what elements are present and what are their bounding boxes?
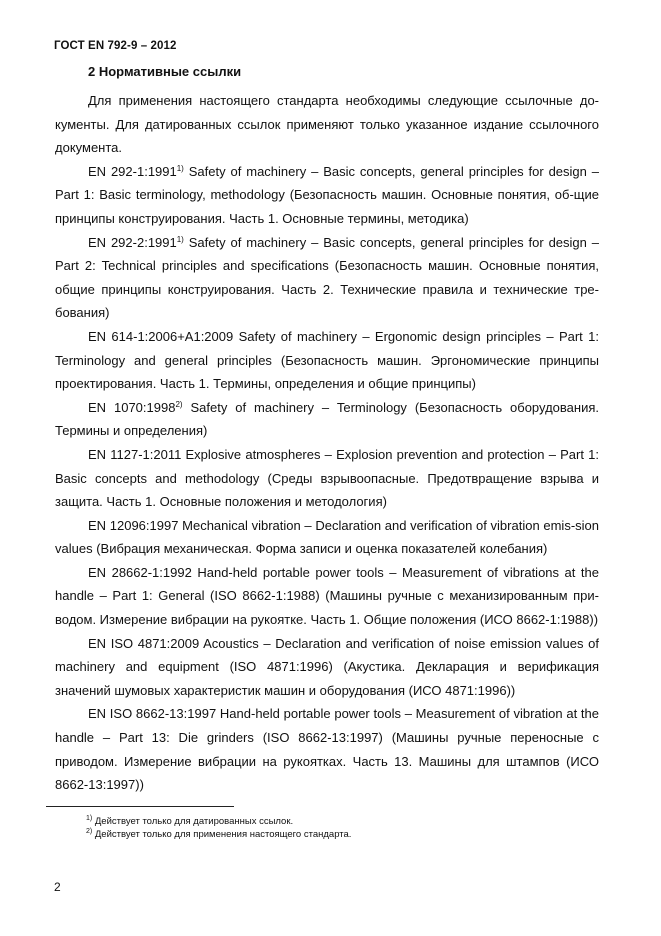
footnote-separator	[46, 806, 234, 807]
reference-id: EN 1070:1998	[88, 399, 176, 415]
section-title: 2 Нормативные ссылки	[88, 64, 242, 79]
reference-en-iso-4871	[55, 632, 599, 703]
reference-en-292-1	[55, 160, 599, 231]
paragraph-text: Для применения настоящего стандарта необходимы следующие ссылочные до-кументы. Для датированных ссылок применяют только указанное издание ссылочного документа.	[55, 93, 599, 156]
footnote-marker: 2)	[175, 399, 183, 409]
reference-en-1070	[55, 396, 599, 443]
reference-en-12096	[55, 514, 599, 561]
footnote-1	[86, 815, 351, 828]
reference-en-iso-8662-13	[55, 702, 599, 796]
reference-en-28662-1	[55, 561, 599, 632]
page-number: 2	[54, 880, 61, 894]
reference-id: EN 292-2:1991	[88, 234, 177, 250]
reference-text: Safety of machinery – Basic concepts, general principles for design – Part 1: Basic terminology, methodology (Безопасность машин. Основные понятия, об-щие принципы конструирования. Часть 1. Основные термины, методика)	[55, 163, 599, 226]
footnote-text: Действует только для применения настоящего стандарта.	[92, 829, 352, 840]
reference-text: EN ISO 4871:2009 Acoustics – Declaration and verification of noise emission values of machinery and equipment (ISO 4871:1996) (Акустика. Декларация и верификация значений шумовых характеристик машин и оборудования (ИСО 4871:1996))	[55, 635, 599, 698]
footnote-mark: 2)	[86, 828, 93, 835]
reference-text: Safety of machinery – Basic concepts, general principles for design – Part 2: Technical principles and specifications (Безопасность машин. Основные понятия, общие принципы конструирования. Часть 2. Технические правила и технические тре-бования)	[55, 234, 599, 321]
references-body	[55, 89, 599, 797]
reference-text: EN ISO 8662-13:1997 Hand-held portable power tools – Measurement of vibration at the handle – Part 13: Die grinders (ISO 8662-13:1997) (Машины ручные переносные с приводом. Измерение вибрации на рукоятках. Часть 13. Машины для штампов (ИСО 8662-13:1997))	[55, 706, 599, 793]
reference-text: EN 12096:1997 Mechanical vibration – Declaration and verification of vibration emis-sion values (Вибрация механическая. Форма записи и оценка показателей колебания)	[55, 517, 599, 557]
footnote-mark: 1)	[86, 815, 93, 822]
intro-paragraph	[55, 89, 599, 160]
footnote-marker: 1)	[176, 234, 184, 244]
reference-text: EN 614-1:2006+A1:2009 Safety of machinery – Ergonomic design principles – Part 1: Terminology and general principles (Безопасность машин. Эргономические принципы проектирования. Часть 1. Термины, определения и общие принципы)	[55, 328, 599, 392]
footnote-marker: 1)	[176, 163, 184, 173]
footnote-text: Действует только для датированных ссылок.	[92, 816, 294, 827]
reference-text: Safety of machinery – Terminology (Безопасность оборудования. Термины и определения)	[55, 399, 599, 439]
reference-en-614-1	[55, 325, 599, 396]
reference-text: EN 28662-1:1992 Hand-held portable power tools – Measurement of vibrations at the handle – Part 1: General (ISO 8662-1:1988) (Машины ручные с механизированным при-водом. Измерение вибрации на рукоятке. Часть 1. Общие положения (ИСО 8662-1:1988))	[55, 564, 599, 628]
reference-text: EN 1127-1:2011 Explosive atmospheres – Explosion prevention and protection – Part 1: Basic concepts and methodology (Среды взрывоопасные. Предотвращение взрыва и защита. Часть 1. Основные положения и методология)	[55, 446, 599, 510]
reference-id: EN 292-1:1991	[88, 163, 177, 179]
reference-en-292-2	[55, 231, 599, 325]
footnotes	[86, 815, 351, 841]
footnote-2	[86, 828, 351, 841]
reference-en-1127-1	[55, 443, 599, 514]
standard-header: ГОСТ EN 792-9 – 2012	[54, 40, 177, 52]
